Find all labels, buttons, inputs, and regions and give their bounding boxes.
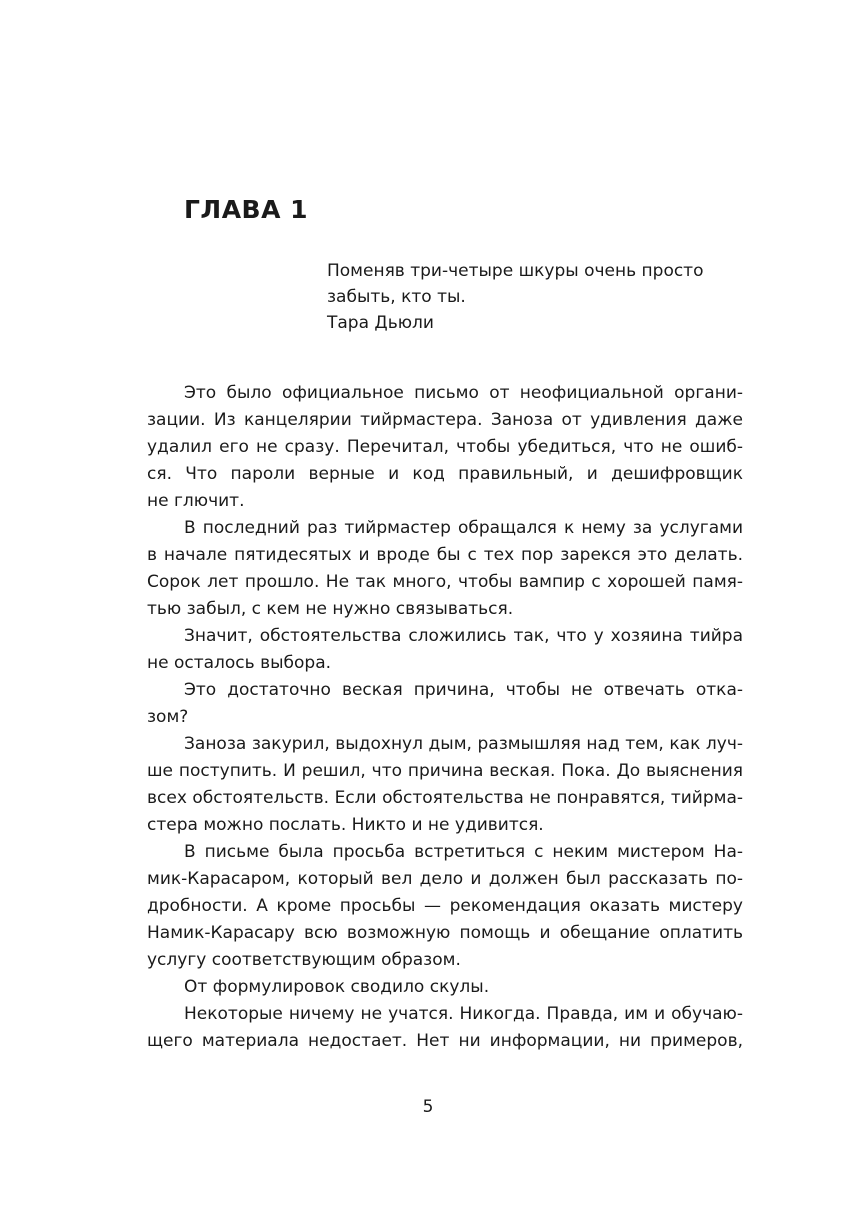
chapter-title: ГЛАВА 1 [184,195,309,224]
paragraph [147,731,743,839]
paragraph-line: мик-Карасаром, который вел дело и должен был рассказать по- [147,869,743,889]
paragraph-line: зации. Из канцелярии тийрмастера. Заноза от удивления даже [147,410,743,430]
epigraph [327,258,747,336]
paragraph [147,677,743,731]
paragraph-line: не глючит. [147,491,245,511]
paragraph-line: Намик-Карасару всю возможную помощь и обещание оплатить [147,923,743,943]
paragraph-line: Значит, обстоятельства сложились так, что у хозяина тийра [184,626,743,646]
paragraph-line: Это было официальное письмо от неофициальной органи- [184,383,743,403]
paragraph-line: в начале пятидесятых и вроде бы с тех пор зарекся это делать. [147,545,743,565]
paragraph-line: Некоторые ничему не учатся. Никогда. Правда, им и обучаю- [184,1004,743,1024]
paragraph-line: ся. Что пароли верные и код правильный, и дешифровщик [147,464,743,484]
paragraph-line: Это достаточно веская причина, чтобы не отвечать отка- [184,680,743,700]
paragraph-line: В письме была просьба встретиться с неким мистером На- [184,842,743,862]
body-text [147,380,743,1055]
paragraph-line: не осталось выбора. [147,653,332,673]
paragraph-line: Заноза закурил, выдохнул дым, размышляя над тем, как луч- [184,734,743,754]
paragraph-line: зом? [147,707,189,727]
paragraph [147,839,743,974]
paragraph-line: тью забыл, с кем не нужно связываться. [147,599,514,619]
paragraph [147,1001,743,1055]
paragraph-line: стера можно послать. Никто и не удивится. [147,815,544,835]
epigraph-line: забыть, кто ты. [327,287,466,307]
paragraph-line: Сорок лет прошло. Не так много, чтобы вампир с хорошей памя- [147,572,743,592]
page-number: 5 [422,1097,434,1117]
paragraph-line: дробности. А кроме просьбы — рекомендация оказать мистеру [147,896,743,916]
paragraph-line: В последний раз тийрмастер обращался к нему за услугами [184,518,743,538]
paragraph-line: услугу соответствующим образом. [147,950,461,970]
paragraph-line: всех обстоятельств. Если обстоятельства не понравятся, тийрма- [147,788,743,808]
paragraph-line: ше поступить. И решил, что причина веская. Пока. До выяснения [147,761,743,781]
paragraph-line: щего материала недостает. Нет ни информации, ни примеров, [147,1031,743,1051]
paragraph [147,515,743,623]
epigraph-line: Поменяв три-четыре шкуры очень просто [327,261,704,281]
paragraph-line: От формулировок сводило скулы. [184,977,490,997]
paragraph [147,623,743,677]
epigraph-author: Тара Дьюли [327,313,434,333]
paragraph-line: удалил его не сразу. Перечитал, чтобы убедиться, что не ошиб- [147,437,743,457]
paragraph [147,380,743,515]
paragraph [147,974,743,1001]
